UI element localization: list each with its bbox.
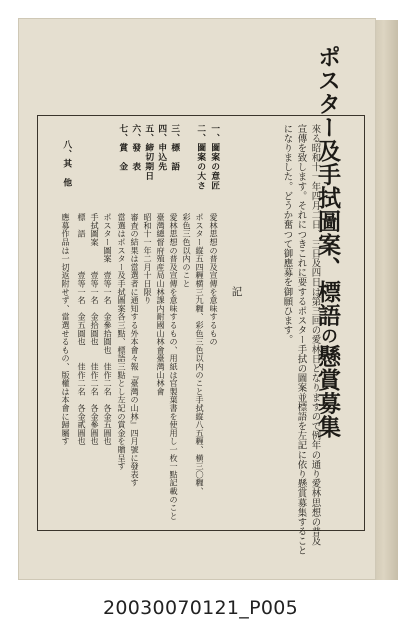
item-body-3: 愛林思想の普及宣傳を意味するもの、用紙は官製葉書を使用し一枚一點記載のこと	[169, 213, 180, 521]
item-label-3: 三、標 語	[169, 124, 180, 172]
item-body-4: 臺灣總督府殖産局山林課内耐國山林會臺灣山林會	[156, 213, 167, 396]
image-caption: 20030070121_P005	[103, 597, 298, 619]
title-part1: ポスター及手拭圖案、標語	[314, 45, 341, 327]
intro-line-3: になりました。どうか奮つて御應募を御願ひます。	[281, 124, 293, 345]
item-body-2b: 彩色三色以内のこと	[182, 213, 193, 288]
prize-row-poster: ポスター圖案 壹等一名 金參拾圓也 佳作二名 各金五圓也	[103, 213, 114, 446]
ki-heading: 記	[230, 286, 243, 297]
item-label-2: 二、圖案の大さ	[195, 124, 206, 191]
item-body-2: ポスター縦五四糎横三九糎、彩色三色以内のこと手拭縦八五糎、横三〇糎、	[195, 213, 206, 496]
prize-row-towel: 手拭圖案 壹等一名 金拾圓也 佳作二名 各金參圓也	[90, 213, 101, 446]
item-label-8: 八、其 他	[61, 140, 72, 188]
item-body-6: 審査の結果は當選者に通知する外本會々報『臺灣の山林』四月號に發表す	[130, 213, 141, 487]
intro-line-1: 來る昭和十一年四月二日、三日及四日は第三回の愛林日となりますので例年の通り愛林思想の普及	[309, 124, 321, 546]
item-label-5: 五、締切期日	[143, 124, 154, 181]
intro-line-2: 宣傳を致します。それにつきこれに要するポスター手拭の圖案並標語を左記に依り懸賞募集すること	[295, 124, 307, 556]
item-body-8: 應募作品は一切返附せず、當選せるもの、版權は本會に歸屬す	[61, 213, 72, 446]
title-part2: の	[317, 327, 337, 345]
prize-row-slogan: 標 語 壹等一名 金五圓也 佳作二名 各金貳圓也	[77, 213, 88, 446]
item-body-1: 愛林思想の普及宣傳を意味するもの	[209, 213, 220, 346]
item-label-1: 一、圖案の意匠	[209, 124, 220, 191]
item-body-7: 當選はポスター及手拭圖案各三點、標語三點とし左記の賞金を贈呈す	[117, 213, 128, 471]
item-label-4: 四、申込先	[156, 124, 167, 172]
item-label-6: 六、發 表	[130, 124, 141, 172]
item-body-5: 昭和十一年二月十日限り	[143, 213, 154, 305]
item-label-7: 七、賞 金	[117, 124, 128, 172]
title-part3: 懸賞募集	[314, 344, 341, 439]
